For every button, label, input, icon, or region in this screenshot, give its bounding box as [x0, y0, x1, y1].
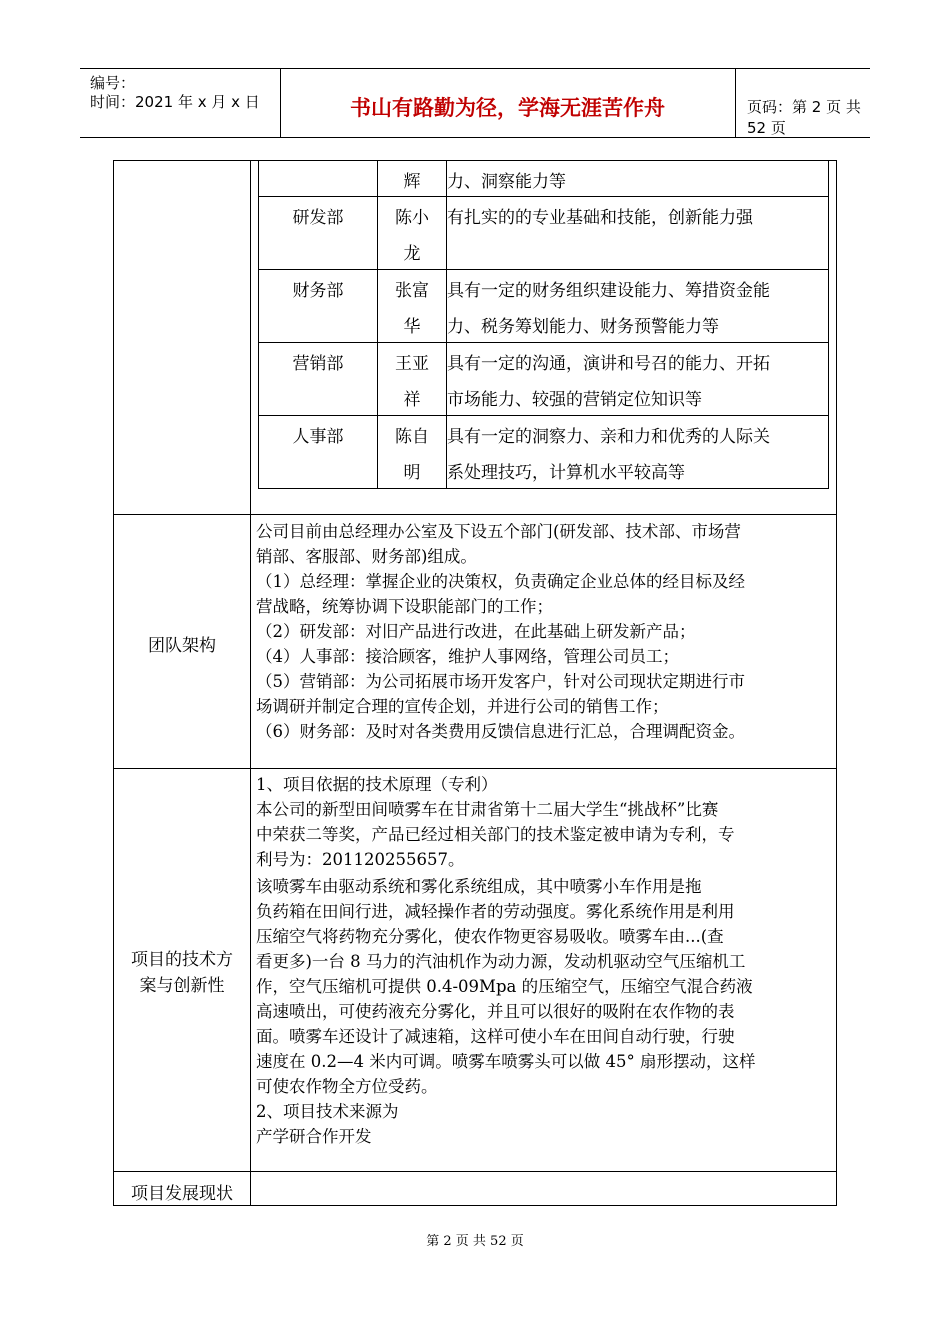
dept-name: 研发部 [292, 208, 344, 228]
member-desc: 力、税务筹划能力、财务预警能力等 [447, 317, 719, 337]
member-name: 华 [403, 317, 421, 337]
member-cell [377, 161, 447, 197]
dept-cell [259, 270, 377, 343]
member-desc: 具有一定的财务组织建设能力、筹措资金能 [447, 281, 770, 301]
text-line: 高速喷出，可使药液充分雾化，并且可以很好的吸附在农作物的表 [256, 1002, 735, 1021]
text-line: 压缩空气将药物充分雾化，使农作物更容易吸收。喷雾车由...(查 [256, 927, 724, 946]
team-structure-label: 团队架构 [148, 636, 216, 656]
text-line: 作，空气压缩机可提供 0.4-09Mpa 的压缩空气，压缩空气混合药液 [256, 977, 753, 996]
dept-cell [259, 416, 377, 489]
text-line: 面。喷雾车还设计了减速箱，这样可使小车在田间自动行驶，行驶 [256, 1027, 735, 1046]
member-desc: 力、洞察能力等 [447, 172, 566, 192]
desc-cell [447, 270, 822, 343]
member-desc: 市场能力、较强的营销定位知识等 [447, 390, 702, 410]
desc-cell [447, 416, 822, 489]
member-desc: 具有一定的沟通，演讲和号召的能力、开拓 [447, 354, 770, 374]
motto: 书山有路勤为径，学海无涯苦作舟 [350, 96, 665, 120]
text-line: 可使农作物全方位受药。 [256, 1077, 438, 1096]
text-line: 营战略，统筹协调下设职能部门的工作； [256, 597, 553, 616]
code-label: 编号： [90, 74, 136, 92]
page-label: 页码：第 2 页 共 52 页 [747, 98, 861, 137]
team-members-table [258, 161, 829, 489]
text-line: 公司目前由总经理办公室及下设五个部门(研发部、技术部、市场营 [256, 522, 741, 541]
table-row [259, 197, 828, 270]
member-name: 张富 [395, 281, 429, 301]
desc-cell [447, 197, 822, 270]
dept-cell [259, 343, 377, 416]
member-name: 辉 [403, 172, 421, 192]
tech-label-line2: 案与创新性 [139, 976, 225, 996]
text-line: （1）总经理：掌握企业的决策权，负责确定企业总体的经目标及经 [256, 572, 745, 591]
dept-name: 财务部 [292, 281, 344, 301]
text-line: 产学研合作开发 [256, 1127, 372, 1146]
row-divider [114, 768, 836, 769]
text-line: 看更多)一台 8 马力的汽油机作为动力源，发动机驱动空气压缩机工 [256, 952, 746, 971]
text-line: 速度在 0.2—4 米内可调。喷雾车喷雾头可以做 45° 扇形摆动，这样 [256, 1052, 756, 1071]
header-page-cell [735, 69, 870, 137]
dept-name: 人事部 [292, 427, 344, 447]
dept-cell [259, 161, 377, 197]
member-desc: 具有一定的洞察力、亲和力和优秀的人际关 [447, 427, 770, 447]
member-name: 陈自 [395, 427, 429, 447]
desc-cell [447, 343, 822, 416]
table-row [259, 343, 828, 416]
text-line: 销部、客服部、财务部)组成。 [256, 547, 477, 566]
text-line: 2、项目技术来源为 [256, 1102, 399, 1121]
member-cell [377, 343, 447, 416]
text-line: （2）研发部：对旧产品进行改进，在此基础上研发新产品； [256, 622, 696, 641]
member-cell [377, 270, 447, 343]
text-line: 该喷雾车由驱动系统和雾化系统组成，其中喷雾小车作用是拖 [256, 877, 702, 896]
header-meta [80, 69, 281, 137]
row-divider [114, 514, 836, 515]
member-cell [377, 416, 447, 489]
text-line: 本公司的新型田间喷雾车在甘肃省第十二届大学生“挑战杯”比赛 [256, 800, 719, 819]
text-line: 场调研并制定合理的宣传企划，并进行公司的销售工作； [256, 697, 669, 716]
member-name: 龙 [403, 244, 421, 264]
member-desc: 系处理技巧，计算机水平较高等 [447, 463, 685, 483]
text-line: 1、项目依据的技术原理（专利） [256, 775, 498, 794]
member-name: 明 [403, 463, 421, 483]
column-divider [250, 161, 251, 1205]
member-name: 陈小 [395, 208, 429, 228]
dept-cell [259, 197, 377, 270]
member-desc: 有扎实的的专业基础和技能，创新能力强 [447, 208, 753, 228]
text-line: 利号为：201120255657。 [256, 850, 465, 869]
desc-cell [447, 161, 822, 197]
text-line: （4）人事部：接洽顾客，维护人事网络，管理公司员工； [256, 647, 679, 666]
header-motto-cell [280, 69, 736, 137]
text-line: 负药箱在田间行进，减轻操作者的劳动强度。雾化系统作用是利用 [256, 902, 735, 921]
text-line: （6）财务部：及时对各类费用反馈信息进行汇总，合理调配资金。 [256, 722, 745, 741]
main-table [113, 160, 837, 1206]
member-cell [377, 197, 447, 270]
time-label: 时间：2021 年 x 月 x 日 [90, 93, 260, 111]
dept-name: 营销部 [292, 354, 344, 374]
table-row [259, 161, 828, 197]
text-line: 中荣获二等奖，产品已经过相关部门的技术鉴定被申请为专利，专 [256, 825, 735, 844]
page-footer: 第 2 页 共 52 页 [426, 1234, 524, 1249]
table-row [259, 416, 828, 489]
member-name: 王亚 [395, 354, 429, 374]
table-row [259, 270, 828, 343]
page-header [80, 68, 870, 138]
status-label: 项目发展现状 [131, 1184, 233, 1204]
text-line: （5）营销部：为公司拓展市场开发客户，针对公司现状定期进行市 [256, 672, 745, 691]
row-divider [114, 1171, 836, 1172]
member-name: 祥 [403, 390, 421, 410]
tech-label-line1: 项目的技术方 [131, 950, 233, 970]
